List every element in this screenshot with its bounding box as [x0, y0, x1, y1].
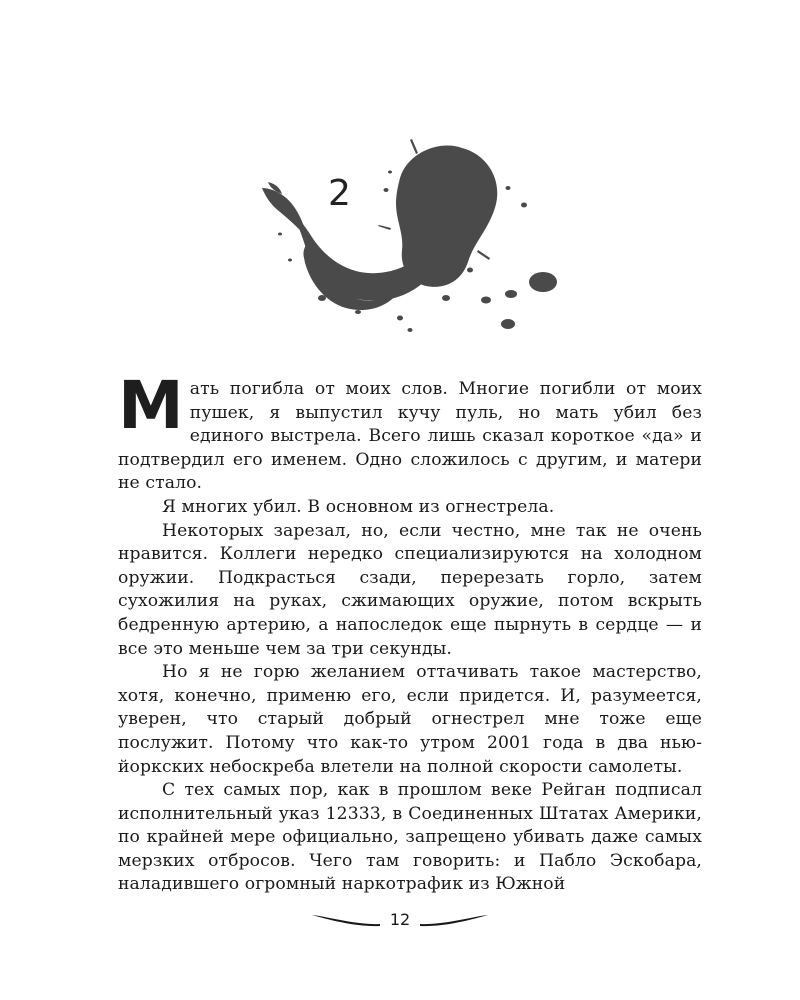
chapter-number: 2	[328, 173, 351, 214]
drop-cap: М	[118, 367, 184, 444]
paragraph-4: Но я не горю желанием оттачивать такое мастерство, хотя, конечно, применю его, если придется. И, разумеется, уверен, что старый добрый огнестрел мне тоже еще послужит. Потому что как-то утром 2001 года в два нью-йоркских небоскреба влетели на полной скорости самолеты.	[118, 662, 702, 777]
page-number: 12	[389, 910, 411, 929]
paragraph-1-text: ать погибла от моих слов. Многие погибли от моих пушек, я выпустил кучу пуль, но мать убил без единого выстрела. Всего лишь сказал короткое «да» и подтвердил его именем. Одно сложилось с другим, и матери не стало.	[118, 379, 702, 494]
ink-splatter-illustration	[250, 130, 570, 350]
paragraph-2: Я многих убил. В основном из огнестрела.	[162, 496, 555, 517]
paragraph-3: Некоторых зарезал, но, если честно, мне так не очень нравится. Коллеги нередко специализируются на холодном оружии. Подкрасться сзади, перерезать горло, затем сухожилия на руках, сжимающих оружие, потом вскрыть бедренную артерию, а напоследок еще пырнуть в сердце — и все это меньше чем за три секунды.	[118, 520, 702, 659]
paragraph-5: С тех самых пор, как в прошлом веке Рейган подписал исполнительный указ 12333, в Соединенных Штатах Америки, по крайней мере официально, запрещено убивать даже самых мерзких отбросов. Чего там говорить: и Пабло Эскобара, наладившего огромный наркотрафик из Южной	[118, 780, 702, 895]
paragraph-1	[118, 367, 702, 496]
body-text	[118, 367, 702, 897]
